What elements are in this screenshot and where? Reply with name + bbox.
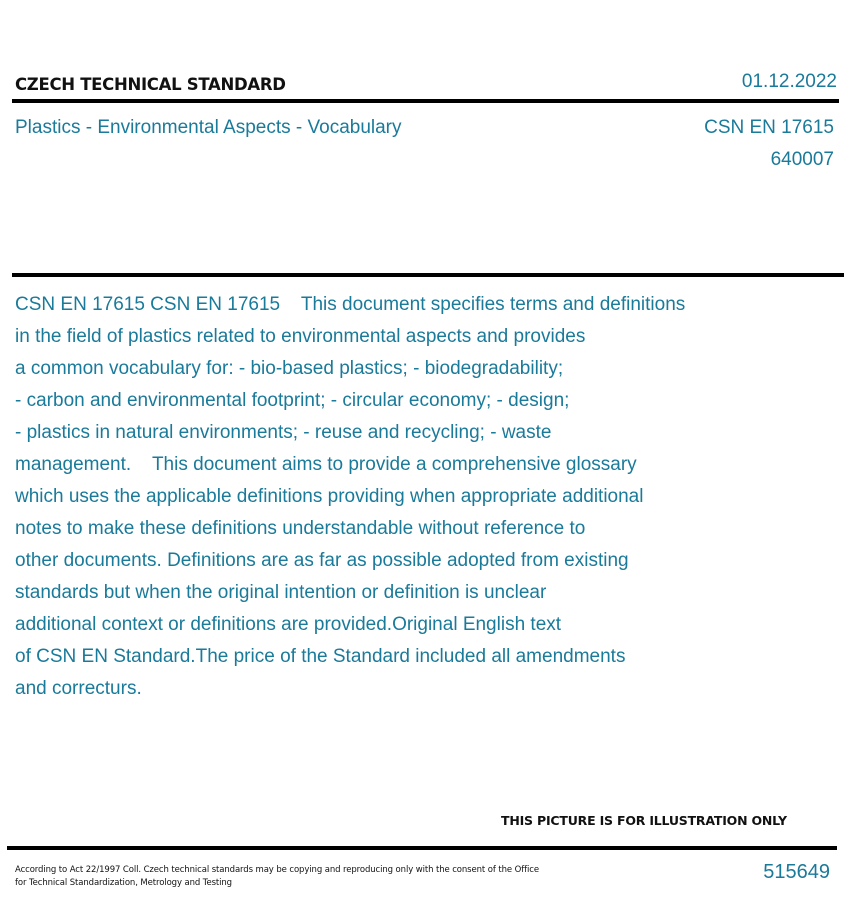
standard-title: Plastics - Environmental Aspects - Vocabulary (15, 117, 402, 138)
catalog-number: 515649 (763, 861, 830, 883)
legal-notice-line: According to Act 22/1997 Coll. Czech technical standards may be copying and reproducing only with the consent of the Office (15, 865, 539, 875)
standard-description (15, 289, 805, 705)
description-line: and correcturs. (15, 678, 142, 699)
standard-type-heading: CZECH TECHNICAL STANDARD (15, 75, 286, 94)
description-line: notes to make these definitions understandable without reference to (15, 518, 586, 539)
description-line: - plastics in natural environments; - reuse and recycling; - waste (15, 422, 552, 443)
description-line: CSN EN 17615 CSN EN 17615 This document specifies terms and definitions (15, 294, 686, 315)
description-line: management. This document aims to provide a comprehensive glossary (15, 454, 637, 475)
description-line: standards but when the original intention or definition is unclear (15, 582, 547, 603)
publication-date: 01.12.2022 (741, 71, 837, 92)
description-line: in the field of plastics related to environmental aspects and provides (15, 326, 586, 347)
description-line: other documents. Definitions are as far as possible adopted from existing (15, 550, 629, 571)
illustration-notice: THIS PICTURE IS FOR ILLUSTRATION ONLY (501, 813, 787, 828)
description-line: - carbon and environmental footprint; - circular economy; - design; (15, 390, 570, 411)
header-divider (12, 99, 839, 103)
legal-notice-line: for Technical Standardization, Metrology and Testing (15, 878, 232, 888)
footer-divider (7, 846, 837, 850)
standard-number: CSN EN 17615 (704, 117, 834, 138)
legal-notice (15, 864, 539, 890)
description-line: which uses the applicable definitions providing when appropriate additional (15, 486, 644, 507)
description-line: additional context or definitions are provided.Original English text (15, 614, 562, 635)
body-divider (12, 273, 844, 277)
classification-number: 640007 (770, 149, 834, 170)
description-line: of CSN EN Standard.The price of the Standard included all amendments (15, 646, 626, 667)
description-line: a common vocabulary for: - bio-based plastics; - biodegradability; (15, 358, 564, 379)
